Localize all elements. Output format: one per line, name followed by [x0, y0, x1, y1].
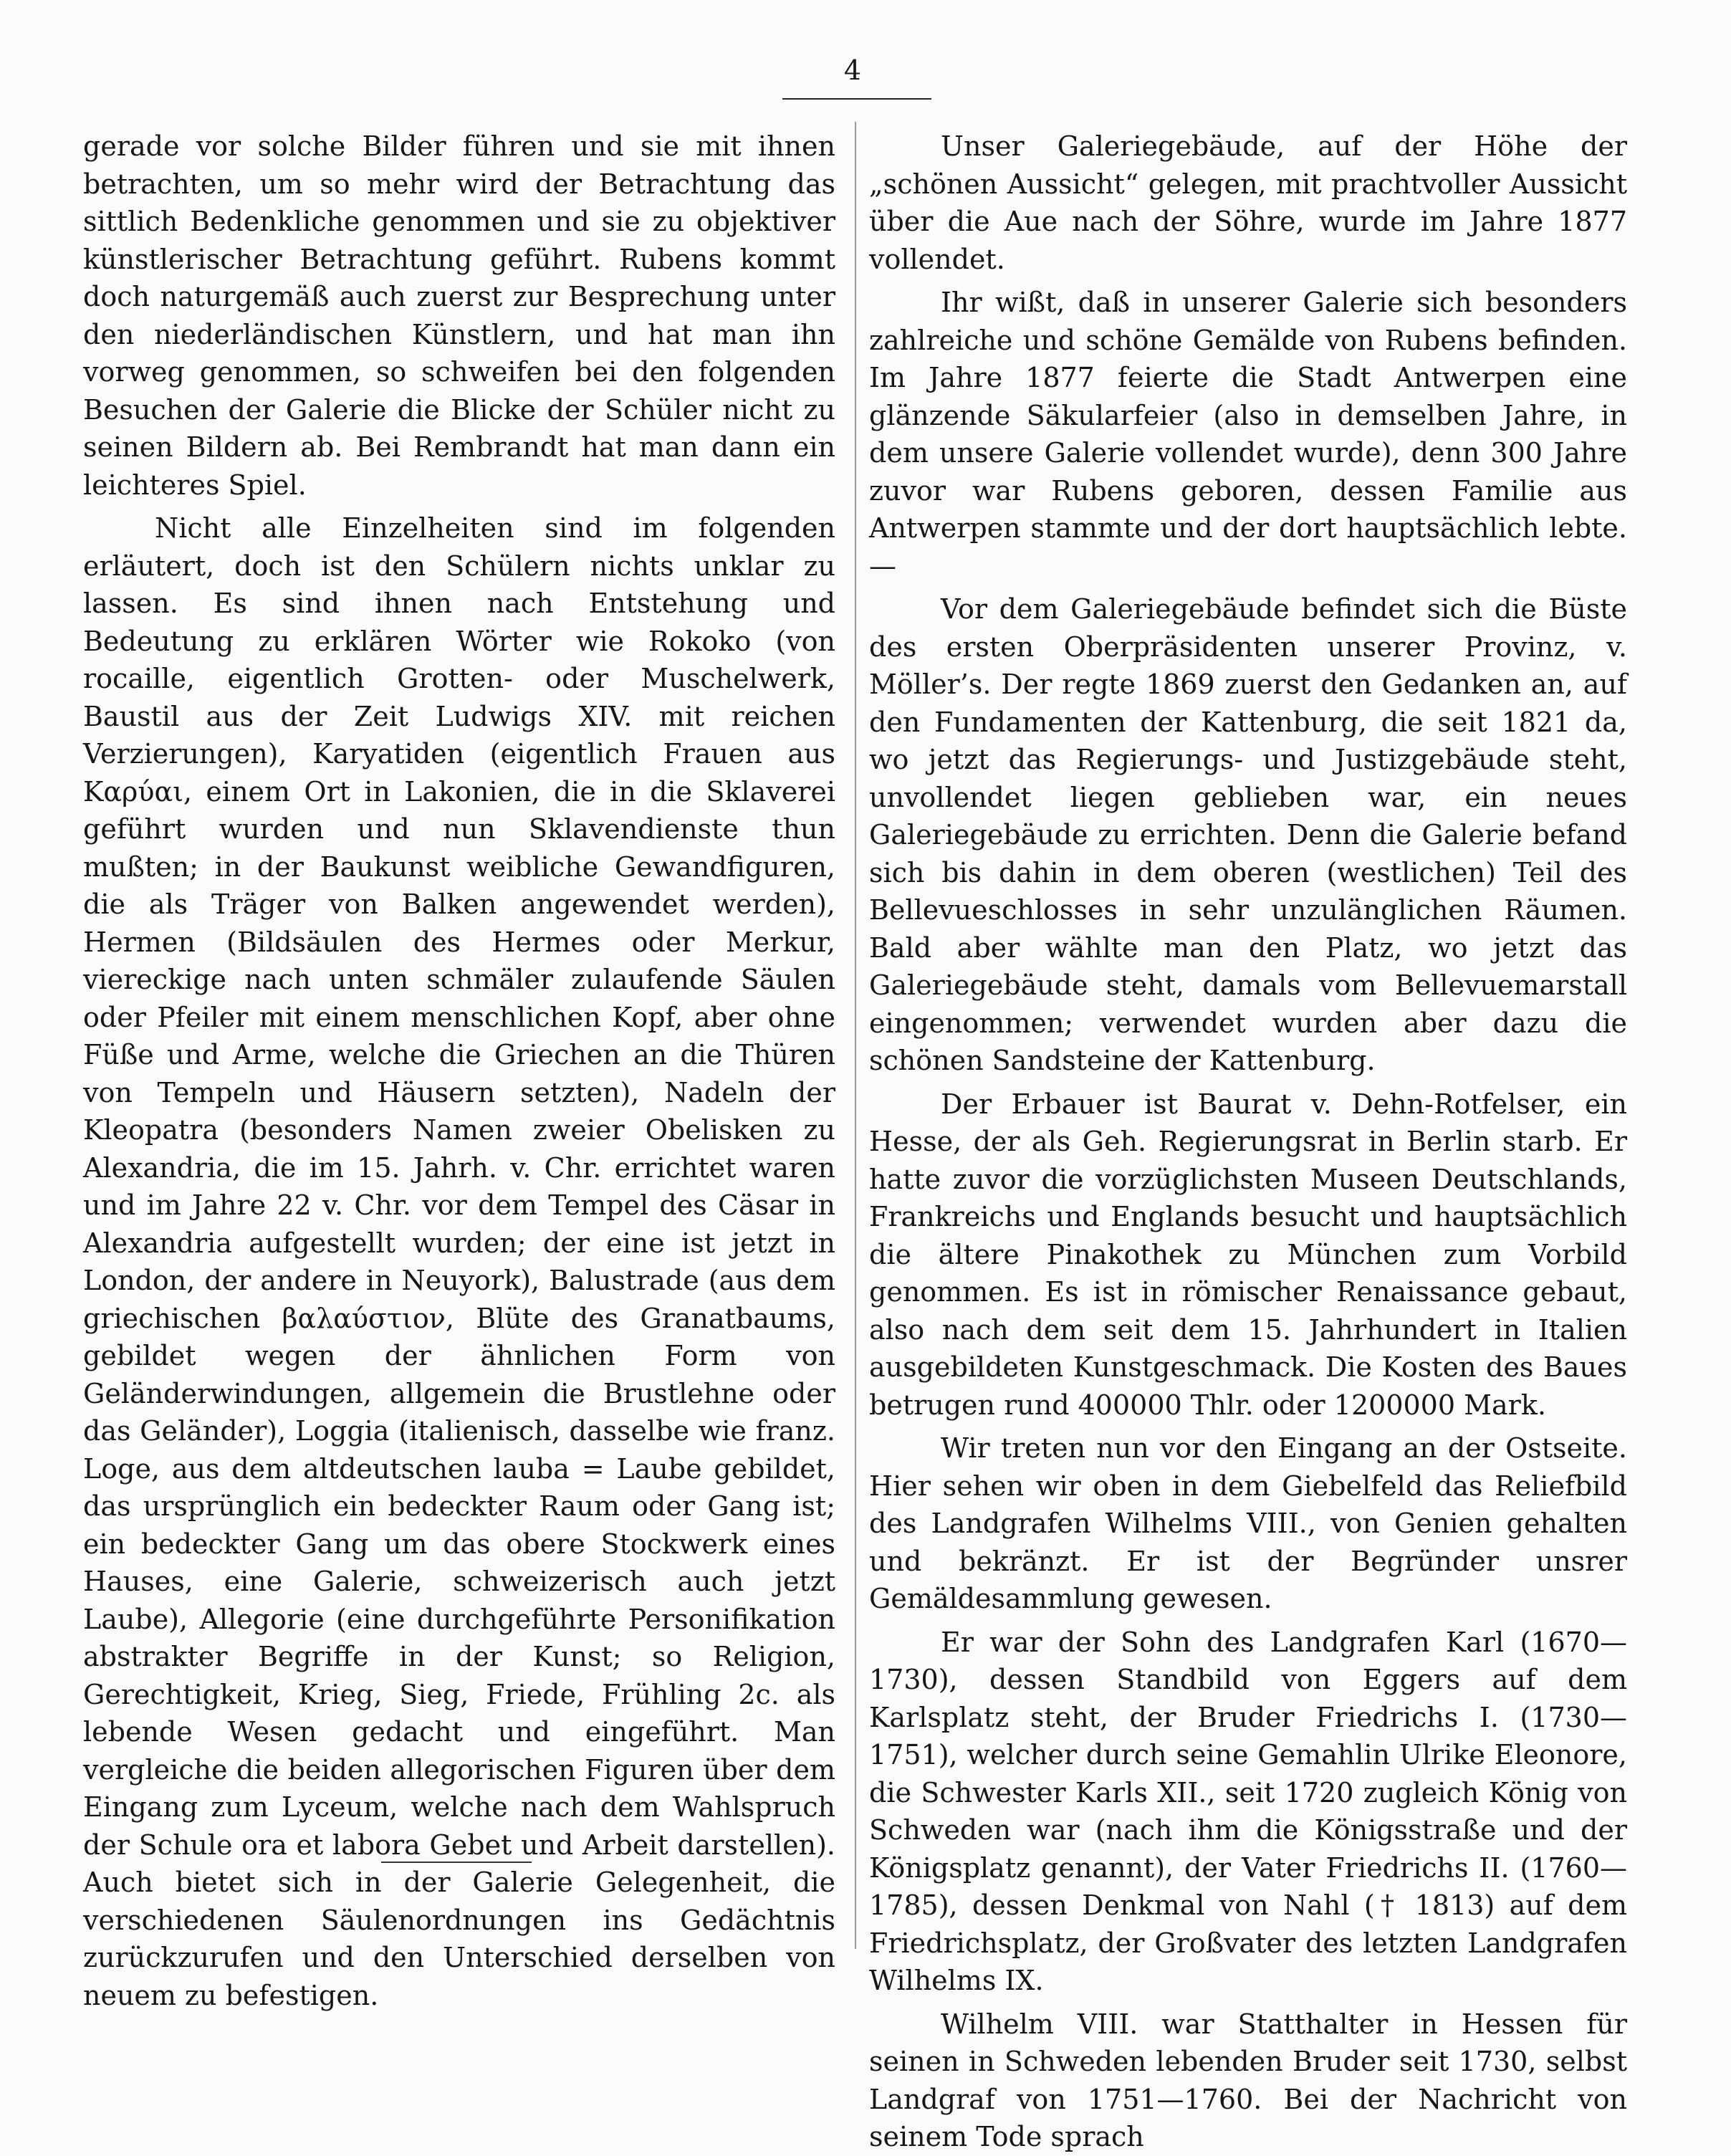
- right-column: [869, 128, 1627, 2152]
- paragraph: Er war der Sohn des Landgrafen Karl (1670—1730), dessen Standbild von Eggers auf dem Karlsplatz steht, der Bruder Friedrichs I. (1730—1751), welcher durch seine Gemahlin Ulrike Eleonore, die Schwester Karls XII., seit 1720 zugleich König von Schweden war (nach ihm die Königsstraße und der Königsplatz genannt), der Vater Friedrichs II. (1760—1785), dessen Denkmal von Nahl († 1813) auf dem Friedrichsplatz, der Großvater des letzten Landgrafen Wilhelms IX.: [869, 1626, 1627, 1996]
- paragraph: Wir treten nun vor den Eingang an der Ostseite. Hier sehen wir oben in dem Giebelfeld das Reliefbild des Landgrafen Wilhelms VIII., von Genien gehalten und bekränzt. Er ist der Begründer unsrer Gemäldesammlung gewesen.: [869, 1432, 1627, 1614]
- paragraph: Der Erbauer ist Baurat v. Dehn-Rotfelser, ein Hesse, der als Geh. Regierungsrat in Berlin starb. Er hatte zuvor die vorzüglichsten Museen Deutschlands, Frankreichs und Englands besucht und hauptsächlich die ältere Pinakothek zu München zum Vorbild genommen. Es ist in römischer Renaissance gebaut, also nach dem seit dem 15. Jahrhundert in Italien ausgebildeten Kunstgeschmack. Die Kosten des Baues betrugen rund 400000 Thlr. oder 1200000 Mark.: [869, 1088, 1627, 1421]
- paragraph: Ihr wißt, daß in unserer Galerie sich besonders zahlreiche und schöne Gemälde von Rubens befinden. Im Jahre 1877 feierte die Stadt Antwerpen eine glänzende Säkularfeier (also in demselben Jahre, in dem unsere Galerie vollendet wurde), denn 300 Jahre zuvor war Rubens geboren, dessen Familie aus Antwerpen stammte und der dort hauptsächlich lebte. —: [869, 287, 1627, 582]
- left-column: [83, 128, 835, 2011]
- header-rule: [782, 98, 931, 100]
- paragraph: gerade vor solche Bilder führen und sie mit ihnen betrachten, um so mehr wird der Betrachtung das sittlich Bedenkliche genommen und sie zu objektiver künstlerischer Betrachtung geführt. Rubens kommt doch naturgemäß auch zuerst zur Besprechung unter den niederländischen Künstlern, und hat man ihn vorweg genommen, so schweifen bei den folgenden Besuchen der Galerie die Blicke der Schüler nicht zu seinen Bildern ab. Bei Rembrandt hat man dann ein leichteres Spiel.: [83, 130, 835, 501]
- paragraph: Nicht alle Einzelheiten sind im folgenden erläutert, doch ist den Schülern nichts unklar zu lassen. Es sind ihnen nach Entstehung und Bedeutung zu erklären Wörter wie Rokoko (von rocaille, eigentlich Grotten- oder Muschelwerk, Baustil aus der Zeit Ludwigs XIV. mit reichen Verzierungen), Karyatiden (eigentlich Frauen aus Καρύαι, einem Ort in Lakonien, die in die Sklaverei geführt wurden und nun Sklavendienste thun mußten; in der Baukunst weibliche Gewandfiguren, die als Träger von Balken angewendet werden), Hermen (Bildsäulen des Hermes oder Merkur, viereckige nach unten schmäler zulaufende Säulen oder Pfeiler mit einem menschlichen Kopf, aber ohne Füße und Arme, welche die Griechen an die Thüren von Tempeln und Häusern setzten), Nadeln der Kleopatra (besonders Namen zweier Obelisken zu Alexandria, die im 15. Jahrh. v. Chr. errichtet waren und im Jahre 22 v. Chr. vor dem Tempel des Cäsar in Alexandria aufgestellt wurden; der eine ist jetzt in London, der andere in Neuyork), Balustrade (aus dem griechischen βαλαύστιον, Blüte des Granatbaums, gebildet wegen der ähnlichen Form von Geländerwindungen, allgemein die Brustlehne oder das Geländer), Loggia (italienisch, dasselbe wie franz. Loge, aus dem altdeutschen lauba = Laube gebildet, das ursprünglich ein bedeckter Raum oder Gang ist; ein bedeckter Gang um das obere Stockwerk eines Hauses, eine Galerie, schweizerisch auch jetzt Laube), Allegorie (eine durchgeführte Personifikation abstrakter Begriffe in der Kunst; so Religion, Gerechtigkeit, Krieg, Sieg, Friede, Frühling 2c. als lebende Wesen gedacht und eingeführt. Man vergleiche die beiden allegorischen Figuren über dem Eingang zum Lyceum, welche nach dem Wahlspruch der Schule ora et labora Gebet und Arbeit darstellen). Auch bietet sich in der Galerie Gelegenheit, die verschiedenen Säulenordnungen ins Gedächtnis zurückzurufen und den Unterschied derselben von neuem zu befestigen.: [83, 512, 835, 2011]
- paragraph: Wilhelm VIII. war Statthalter in Hessen für seinen in Schweden lebenden Bruder seit 1730, selbst Landgraf von 1751—1760. Bei der Nachricht von seinem Tode sprach: [869, 2008, 1627, 2152]
- section-end-rule: [381, 1862, 532, 1863]
- paragraph: Vor dem Galeriegebäude befindet sich die Büste des ersten Oberpräsidenten unserer Provinz, v. Möller’s. Der regte 1869 zuerst den Gedanken an, auf den Fundamenten der Kattenburg, die seit 1821 da, wo jetzt das Regierungs- und Justizgebäude steht, unvollendet liegen geblieben war, ein neues Galeriegebäude zu errichten. Denn die Galerie befand sich bis dahin in dem oberen (westlichen) Teil des Bellevueschlosses in sehr unzulänglichen Räumen. Bald aber wählte man den Platz, wo jetzt das Galeriegebäude steht, damals vom Bellevuemarstall eingenommen; verwendet wurden aber dazu die schönen Sandsteine der Kattenburg.: [869, 593, 1627, 1076]
- column-divider: [855, 122, 856, 1949]
- page-number: 4: [843, 54, 862, 86]
- paragraph: Unser Galeriegebäude, auf der Höhe der „schönen Aussicht“ gelegen, mit prachtvoller Aussicht über die Aue nach der Söhre, wurde im Jahre 1877 vollendet.: [869, 130, 1627, 275]
